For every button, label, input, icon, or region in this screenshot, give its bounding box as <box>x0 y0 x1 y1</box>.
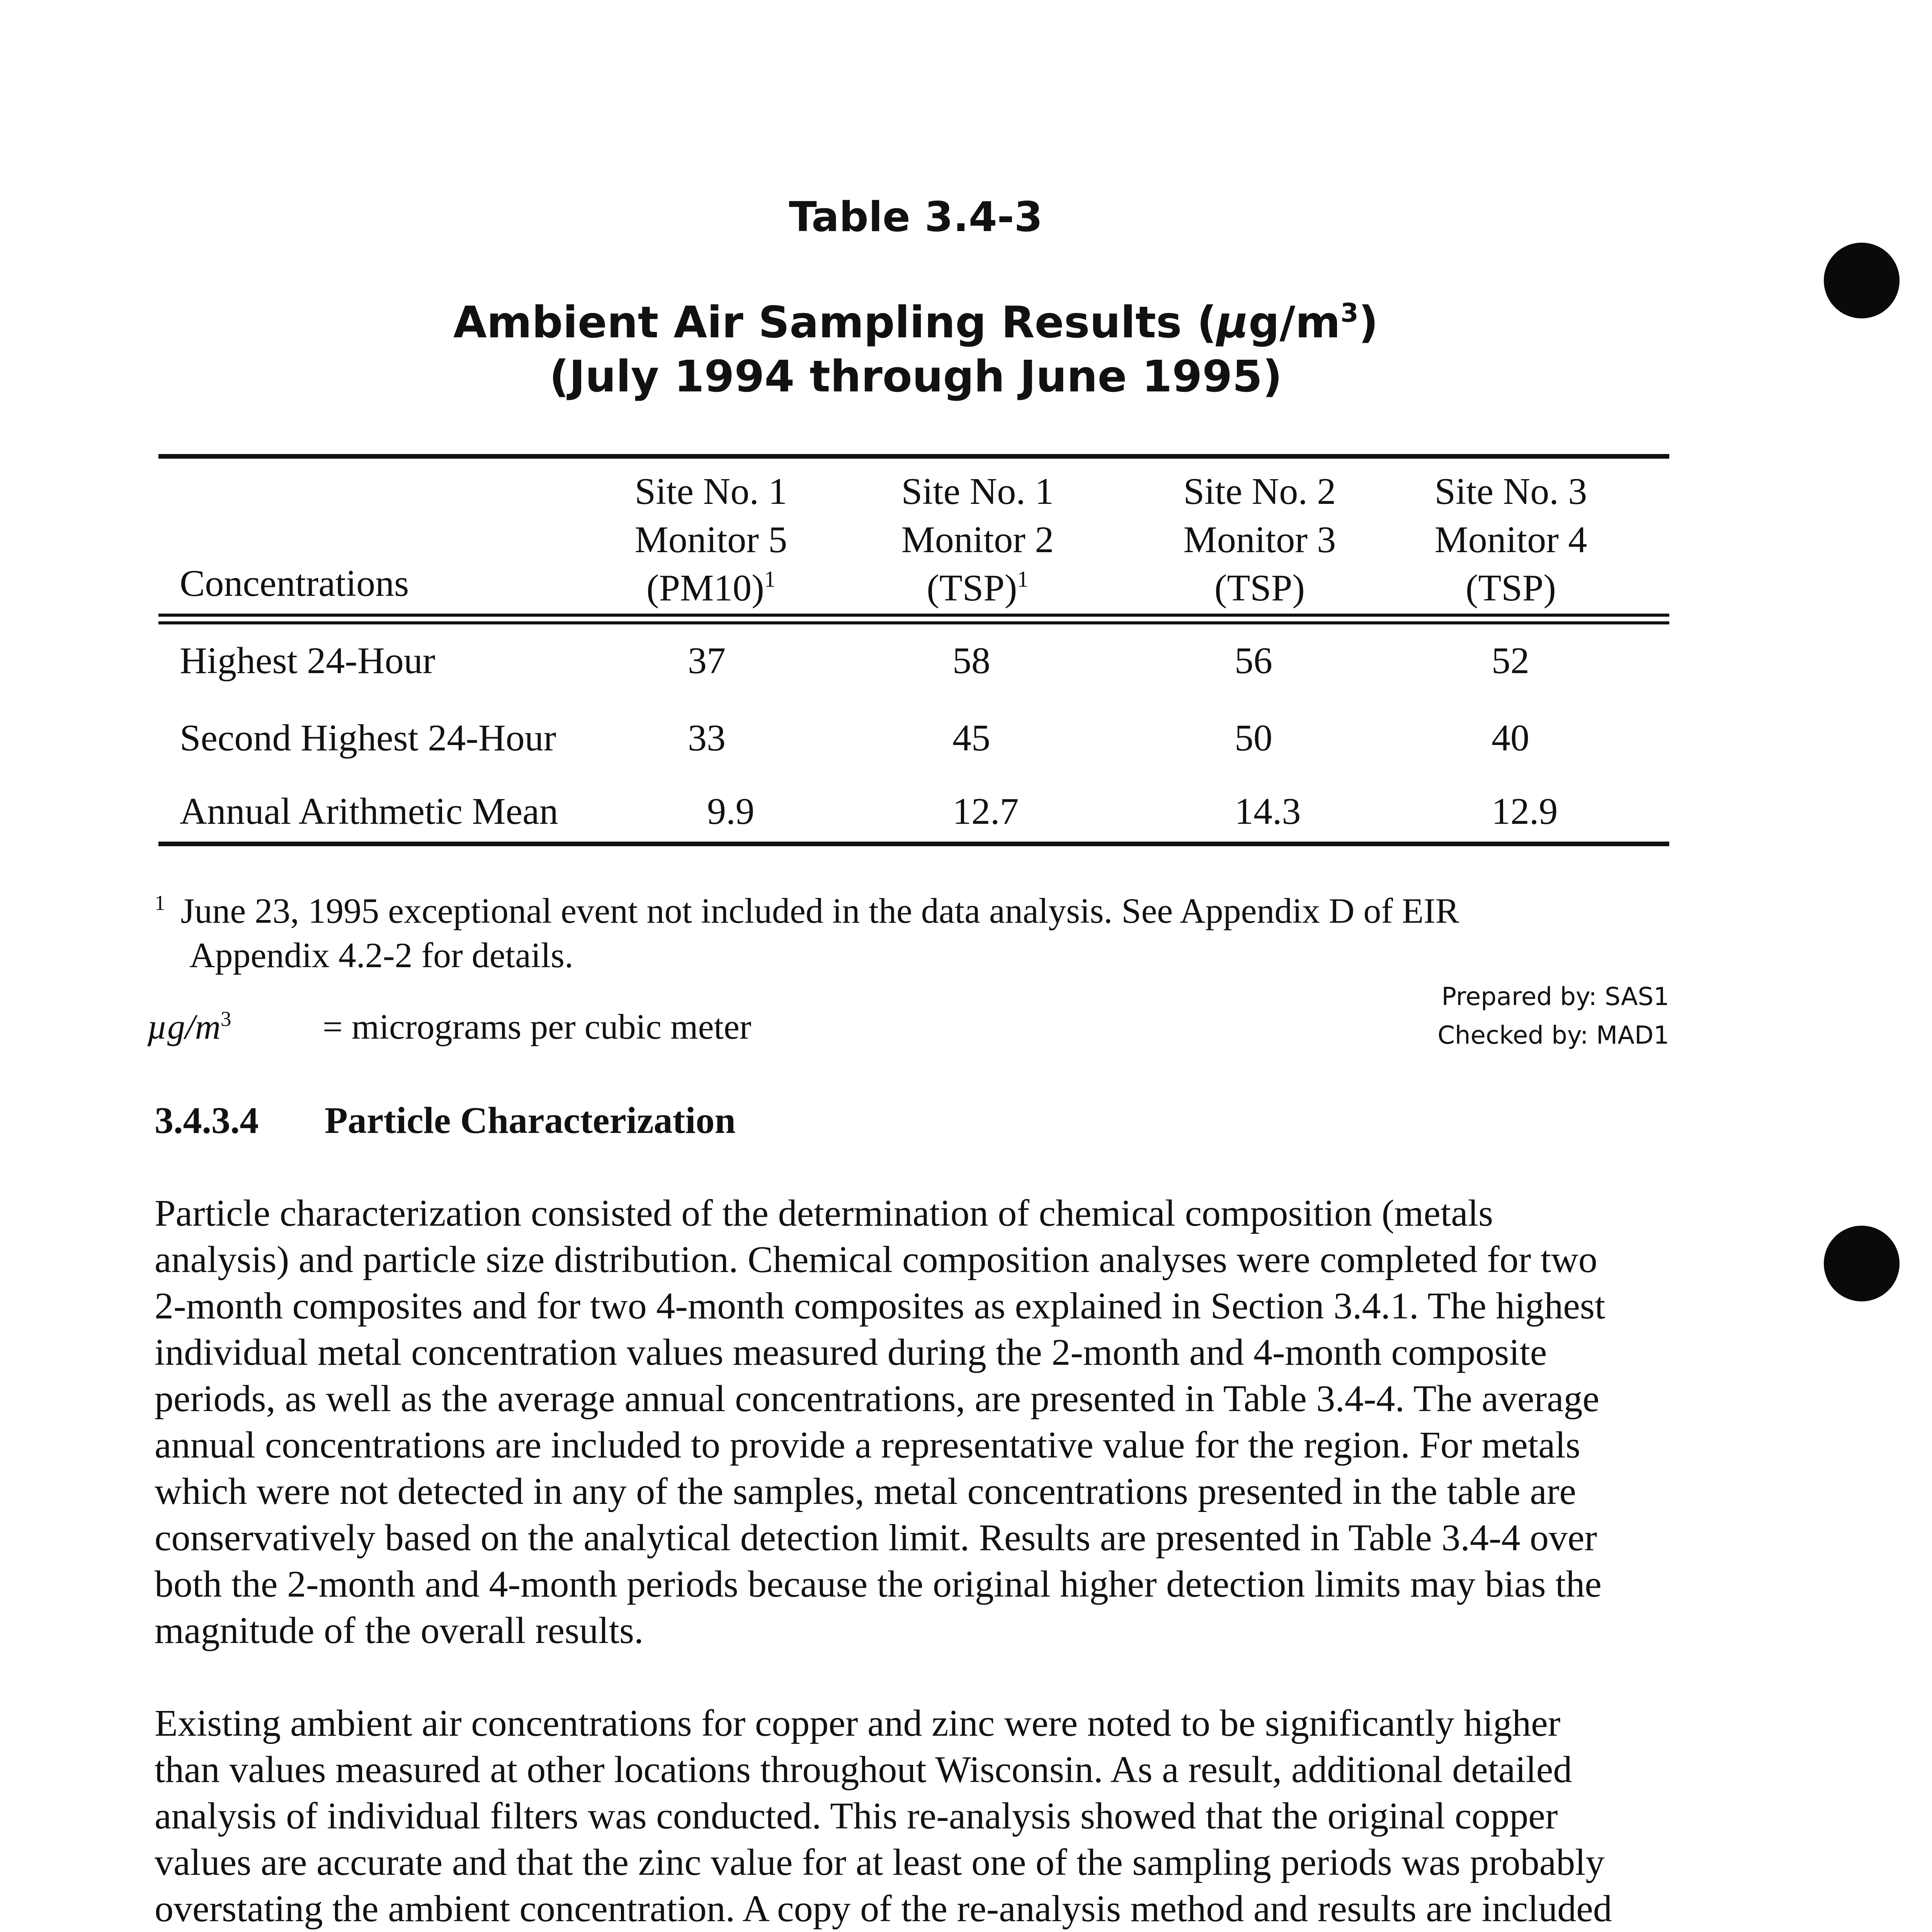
row-label: Annual Arithmetic Mean <box>180 791 558 832</box>
table-cell: 40 <box>1492 717 1529 759</box>
punch-hole-middle <box>1824 1226 1900 1301</box>
table-cell: 45 <box>952 717 990 759</box>
table-cell: 37 <box>688 640 726 682</box>
table-cell: 33 <box>688 717 726 759</box>
unit-definition: $\mu g/m^3$ = micrograms per cubic meter <box>147 1007 752 1046</box>
paragraph-copper-zinc: Existing ambient air concentrations for copper and zinc were noted to be significantly higher than values measured at other locations throughout Wisconsin. As a result, additional detailed analysis of individual filters was conducted. This re-analysis showed that the original copper values are accurate and that the zinc value for at least one of the sampling periods was probably overstating the ambient concentration. A copy of the re-analysis method and results are included <box>155 1702 1612 1930</box>
table-title: Ambient Air Sampling Results $(\mu g/m^3)$ <box>453 298 1378 348</box>
footnote: $^1$ June 23, 1995 exceptional event not included in the data analysis. See Appendix D of EIR Appendix 4.2-2 for details. <box>155 891 1459 975</box>
column-header-site1-monitor5: Site No. 1 Monitor 5 $(PM10)^1$ <box>634 471 787 609</box>
section-number: 3.4.3.4 <box>155 1100 259 1141</box>
table-header-rule-1 <box>158 614 1669 617</box>
column-header-site3-monitor4: Site No. 3 Monitor 4 (TSP) <box>1434 471 1587 609</box>
row-label: Second Highest 24-Hour <box>180 717 556 759</box>
prepared-by: Prepared by: SAS1 <box>1441 983 1669 1011</box>
table-cell: 9.9 <box>707 791 755 832</box>
table-cell: 50 <box>1235 717 1272 759</box>
paragraph-particle-characterization: Particle characterization consisted of the determination of chemical composition (metals analysis) and particle size distribution. Chemical composition analyses were completed for two 2-month composites and for two 4-month composites as explained in Section 3.4.1. The highest individual metal concentration values measured during the 2-month and 4-month composite periods, as well as the average annual concentrations, are presented in Table 3.4-4. The average annual concentrations are included to provide a representative value for the region. For metals which were not detected in any of the samples, metal concentrations presented in the table are conservatively based on the analytical detection limit. Results are presented in Table 3.4-4 over both the 2-month and 4-month periods because the original higher detection limits may bias the magnitude of the overall results. <box>155 1192 1605 1651</box>
section-title: Particle Characterization <box>325 1100 736 1141</box>
table-number: Table 3.4-3 <box>789 193 1043 241</box>
checked-by: Checked by: MAD1 <box>1437 1021 1669 1050</box>
table-header-rule-2 <box>158 621 1669 624</box>
table-cell: 14.3 <box>1235 791 1301 832</box>
table-cell: 12.7 <box>952 791 1019 832</box>
column-header-site2-monitor3: Site No. 2 Monitor 3 (TSP) <box>1183 471 1336 609</box>
row-header-label: Concentrations <box>180 563 409 604</box>
table-cell: 58 <box>952 640 990 682</box>
footnote-marker: 1 <box>155 891 165 915</box>
table-cell: 56 <box>1235 640 1272 682</box>
punch-hole-top <box>1824 243 1900 318</box>
table-top-rule <box>158 454 1669 459</box>
row-label: Highest 24-Hour <box>180 640 435 682</box>
table-cell: 12.9 <box>1492 791 1558 832</box>
column-header-site1-monitor2: Site No. 1 Monitor 2 (TSP)$^1$ <box>901 471 1054 609</box>
table-bottom-rule <box>158 842 1669 846</box>
table-subtitle: (July 1994 through June 1995) <box>549 352 1282 402</box>
table-cell: 52 <box>1492 640 1529 682</box>
